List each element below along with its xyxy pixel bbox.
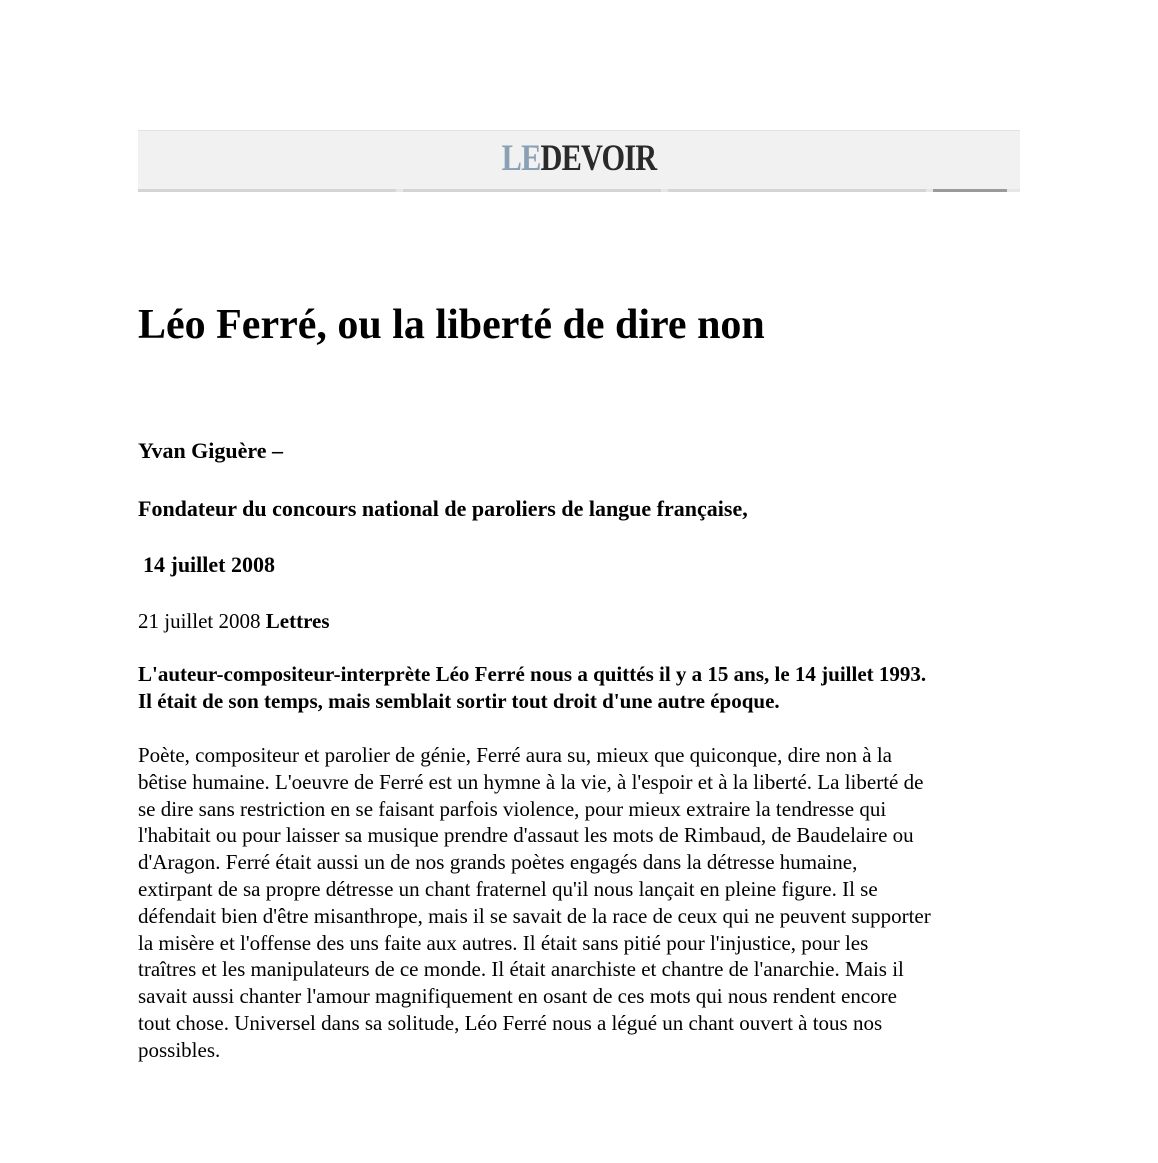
body-line: l'habitait ou pour laisser sa musique prendre d'assaut les mots de Rimbaud, de Baudelaire ou [138, 823, 914, 848]
author-role: Fondateur du concours national de paroliers de langue française, [138, 496, 748, 521]
body-line: savait aussi chanter l'amour magnifiquement en osant de ces mots qui nous rendent encore [138, 984, 897, 1009]
masthead-nav-strip [138, 189, 1020, 192]
nav-segment [668, 189, 926, 192]
body-line: extirpant de sa propre détresse un chant fraternel qu'il nous lançait en pleine figure. Il se [138, 876, 878, 901]
logo-devoir: DEVOIR [540, 138, 657, 179]
le-devoir-logo[interactable] [217, 139, 940, 179]
body-line: possibles. [138, 1037, 221, 1062]
article-body [138, 742, 1028, 1064]
article-lead [138, 661, 1028, 715]
lead-line: Il était de son temps, mais semblait sortir tout droit d'une autre époque. [138, 689, 780, 713]
article-title: Léo Ferré, ou la liberté de dire non [138, 302, 765, 348]
nav-segment-active [933, 189, 1007, 192]
body-line: défendait bien d'être misanthrope, mais il se savait de la race de ceux qui ne peuvent supporter [138, 903, 931, 928]
section-label: Lettres [265, 609, 330, 633]
dateline [138, 607, 330, 635]
lead-line: L'auteur-compositeur-interprète Léo Ferré nous a quittés il y a 15 ans, le 14 juillet 1993. [138, 662, 927, 686]
nav-segment [403, 189, 661, 192]
body-line: bêtise humaine. L'oeuvre de Ferré est un hymne à la vie, à l'espoir et à la liberté. La liberté de [138, 769, 924, 794]
body-line: tout chose. Universel dans sa solitude, Léo Ferré nous a légué un chant ouvert à tous nos [138, 1010, 883, 1035]
written-date: 14 juillet 2008 [143, 552, 275, 577]
body-line: se dire sans restriction en se faisant parfois violence, pour mieux extraire la tendresse qui [138, 796, 887, 821]
logo-le: LE [501, 138, 541, 179]
published-date: 21 juillet 2008 [138, 609, 261, 633]
body-line: d'Aragon. Ferré était aussi un de nos grands poètes engagés dans la détresse humaine, [138, 850, 858, 875]
body-line: Poète, compositeur et parolier de génie, Ferré aura su, mieux que quiconque, dire non à la [138, 743, 892, 767]
masthead [138, 130, 1020, 189]
body-line: la misère et l'offense des uns faite aux autres. Il était sans pitié pour l'injustice, pour les [138, 930, 869, 955]
nav-segment [138, 189, 396, 192]
author-name: Yvan Giguère – [138, 438, 284, 463]
body-line: traîtres et les manipulateurs de ce monde. Il était anarchiste et chantre de l'anarchie. Mais il [138, 957, 904, 982]
